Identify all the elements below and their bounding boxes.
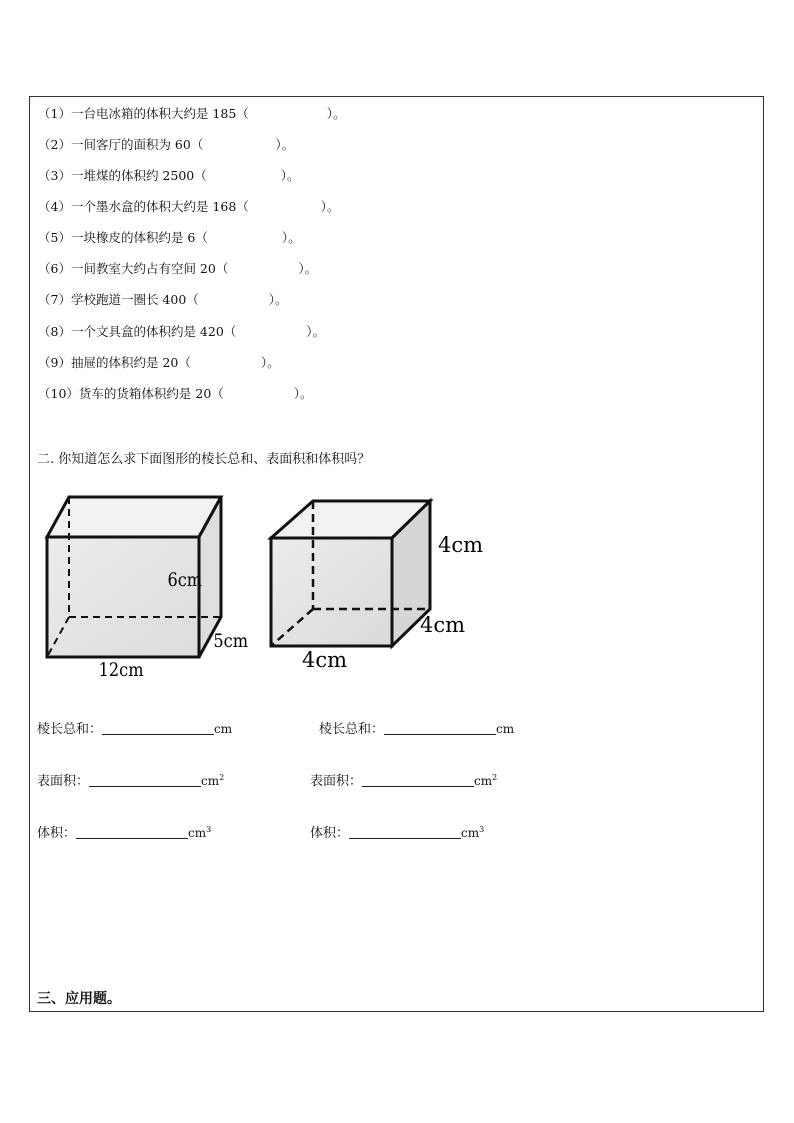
left-area-blank[interactable] bbox=[89, 774, 201, 787]
question-8: （8）一个文具盒的体积约是 420（ ）。 bbox=[38, 324, 326, 339]
question-2: （2）一间客厅的面积为 60（ ）。 bbox=[38, 137, 295, 152]
question-6: （6）一间教室大约占有空间 20（ ）。 bbox=[38, 261, 318, 276]
left-edge-sum-row: 棱长总和： cm bbox=[37, 722, 233, 737]
cube-top-label: 4cm bbox=[438, 533, 484, 557]
right-volume-row: 体积： $cm^3$ bbox=[310, 825, 485, 841]
left-volume-blank[interactable] bbox=[76, 826, 188, 839]
question-4: （4）一个墨水盒的体积大约是 168（ ）。 bbox=[38, 199, 340, 214]
left-edge-sum-blank[interactable] bbox=[102, 722, 214, 735]
right-volume-blank[interactable] bbox=[349, 826, 461, 839]
cuboid-figure bbox=[40, 492, 260, 682]
cube-figure bbox=[266, 496, 506, 676]
left-volume-row: 体积： $cm^3$ bbox=[37, 825, 212, 841]
cuboid-length-label: 12cm bbox=[98, 659, 144, 682]
left-area-row: 表面积： $cm^2$ bbox=[37, 773, 225, 789]
right-edge-sum-blank[interactable] bbox=[384, 722, 496, 735]
section-3-heading: 三、应用题。 bbox=[37, 991, 121, 1007]
question-10: （10）货车的货箱体积约是 20（ ）。 bbox=[38, 386, 313, 401]
right-edge-sum-row: 棱长总和： cm bbox=[319, 722, 515, 737]
cuboid-top-face bbox=[47, 497, 221, 537]
cube-side-label: 4cm bbox=[420, 613, 466, 637]
question-9: （9）抽屉的体积约是 20（ ）。 bbox=[38, 355, 280, 370]
question-1: （1）一台电冰箱的体积大约是 185（ ）。 bbox=[38, 106, 346, 121]
right-area-row: 表面积： $cm^2$ bbox=[310, 773, 498, 789]
section-2-heading: 二. 你知道怎么求下面图形的棱长总和、表面积和体积吗？ bbox=[37, 452, 371, 467]
cuboid-width-label: 5cm bbox=[213, 630, 249, 653]
question-7: （7）学校跑道一圈长 400（ ）。 bbox=[38, 292, 288, 307]
right-area-blank[interactable] bbox=[362, 774, 474, 787]
question-3: （3）一堆煤的体积约 2500（ ）。 bbox=[38, 168, 300, 183]
question-5: （5）一块橡皮的体积约是 6（ ）。 bbox=[38, 230, 301, 245]
cube-bottom-label: 4cm bbox=[302, 648, 348, 672]
cuboid-height-label: 6cm bbox=[167, 569, 203, 592]
